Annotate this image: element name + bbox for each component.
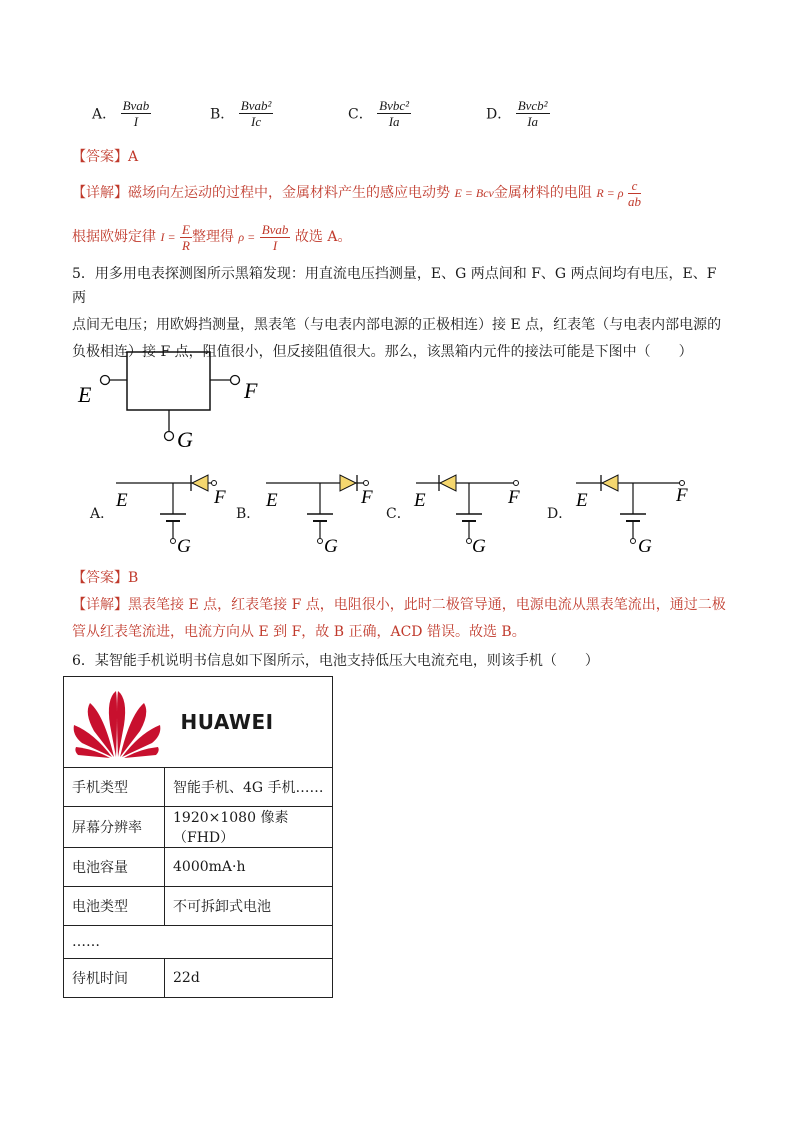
terminal-g xyxy=(165,432,174,441)
svg-text:E: E xyxy=(414,490,426,511)
label-f: F xyxy=(244,378,258,403)
circuit-b xyxy=(260,470,380,556)
black-box-figure xyxy=(72,345,292,455)
terminal-f xyxy=(231,376,240,385)
label-g: G xyxy=(177,427,193,452)
svg-text:E: E xyxy=(266,490,278,511)
rho-fraction: $\frac{\text{Bvab}}{I}$ xyxy=(261,221,289,253)
circuit-c xyxy=(410,470,530,556)
table-row: 待机时间 22d xyxy=(64,959,333,998)
q6-stem: 6．某智能手机说明书信息如下图所示，电池支持低压大电流充电，则该手机（ ） xyxy=(72,653,599,669)
resistance-fraction: $\frac{c}{ab}$ xyxy=(627,177,641,209)
brand-name: HUAWEI xyxy=(180,710,274,734)
option-b: B． $\frac{\text{Bvab²}}{Ic}$ xyxy=(210,98,272,129)
svg-text:F: F xyxy=(508,487,520,508)
huawei-logo-icon xyxy=(72,685,162,759)
brand-cell xyxy=(64,677,333,768)
option-d-fraction: $\frac{\text{Bvcb²}}{Ia}$ xyxy=(517,98,548,129)
svg-text:F: F xyxy=(676,485,688,506)
table-row: 电池类型 不可拆卸式电池 xyxy=(64,887,333,926)
svg-text:G: G xyxy=(472,536,486,556)
svg-text:G: G xyxy=(177,536,191,556)
svg-text:E: E xyxy=(116,490,128,511)
q5-answer: 【答案】B xyxy=(72,570,139,586)
black-box xyxy=(127,352,210,410)
label-e: E xyxy=(78,382,92,407)
q4-options xyxy=(92,98,612,138)
option-d: D． $\frac{\text{Bvcb²}}{Ia}$ xyxy=(486,98,548,129)
diode-b xyxy=(340,475,356,491)
terminal-e xyxy=(101,376,110,385)
q4-answer: 【答案】A xyxy=(72,149,139,165)
table-row: …… xyxy=(64,926,333,959)
circuit-a xyxy=(110,470,230,556)
ohm-fraction: $\frac{E}{R}$ xyxy=(182,221,190,253)
diode-a xyxy=(192,475,208,491)
q5-stem: 5．用多用电表探测图所示黑箱发现：用直流电压挡测量，E、G 两点间和 F、G 两点间均有电压，E、F 两 点间无电压；用欧姆挡测量，黑表笔（与电表内部电源的正极相连）接 E 点，红表笔（与电表内部电源的 负极相连）接 F 点，阻值很小，但反接阻值很大。那么，该黑箱内元件的接法可能是下图中（ ） xyxy=(72,266,722,360)
q5-detail: 【详解】黑表笔接 E 点，红表笔接 F 点，电阻很小，此时二极管导通，电源电流从黑表笔流出，通过二极 管从红表笔流进，电流方向从 E 到 F，故 B 正确，ACD 错误。故选 B。 xyxy=(72,597,726,640)
svg-text:F: F xyxy=(214,487,226,508)
option-c-fraction: $\frac{\text{Bvbc²}}{Ia}$ xyxy=(379,98,410,129)
circuit-d xyxy=(570,470,694,556)
table-row: 电池容量 4000mA·h xyxy=(64,848,333,887)
table-row: 手机类型 智能手机、4G 手机…… xyxy=(64,768,333,807)
option-a: A． $\frac{\text{Bvab}}{I}$ xyxy=(92,98,150,129)
diode-c xyxy=(440,475,456,491)
diode-d xyxy=(602,475,618,491)
q4-detail-line2: 根据欧姆定律 I = $\frac{E}{R}$ 整理得 ρ = $\frac{\text{Bvab}}{I}$ 故选 A。 xyxy=(72,221,352,253)
spec-table xyxy=(63,676,333,998)
option-b-fraction: $\frac{\text{Bvab²}}{Ic}$ xyxy=(240,98,272,129)
q4-detail-line1: 【详解】磁场向左运动的过程中，金属材料产生的感应电动势 E = Bcv金属材料的电阻 R = ρ $\frac{c}{ab}$ xyxy=(72,177,641,209)
option-a-fraction: $\frac{\text{Bvab}}{I}$ xyxy=(122,98,150,129)
table-row: 屏幕分辨率 1920×1080 像素（FHD） xyxy=(64,807,333,848)
svg-text:E: E xyxy=(576,490,588,511)
svg-text:G: G xyxy=(638,536,652,556)
svg-text:G: G xyxy=(324,536,338,556)
option-c: C． $\frac{\text{Bvbc²}}{Ia}$ xyxy=(348,98,410,129)
svg-text:F: F xyxy=(361,487,373,508)
